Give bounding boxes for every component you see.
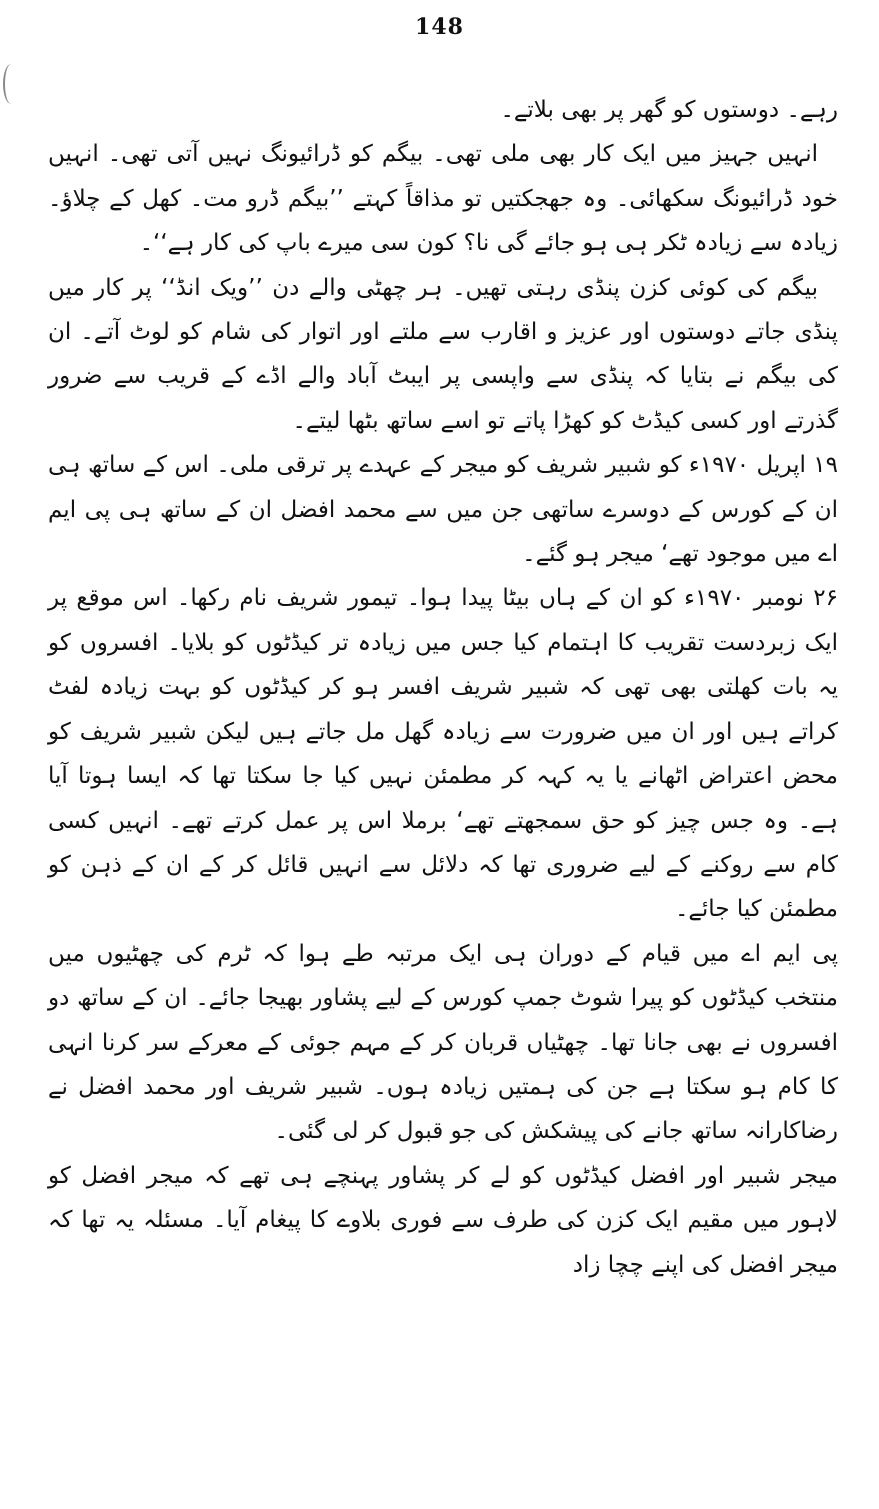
paragraph-2: انہیں جہیز میں ایک کار بھی ملی تھی۔ بیگم کو ڈرائیونگ نہیں آتی تھی۔ انہیں خود ڈرائیونگ سکھائی۔ وہ جھجکتیں تو مذاقاً کہتے ’’بیگم ڈرو مت۔ کھل کے چلاؤ۔ زیادہ سے زیادہ ٹکر ہی ہو جائے گی نا؟ کون سی میرے باپ کی کار ہے‘‘۔ (48, 141, 838, 257)
paragraph-1: رہے۔ دوستوں کو گھر پر بھی بلاتے۔ (500, 97, 838, 123)
paragraph-7: میجر شبیر اور افضل کیڈٹوں کو لے کر پشاور پہنچے ہی تھے کہ میجر افضل کو لاہور میں مقیم ایک کزن کی طرف سے فوری بلاوے کا پیغام آیا۔ مسئلہ یہ تھا کہ میجر افضل کی اپنے چچا زاد (48, 1162, 838, 1278)
paragraph-3: بیگم کی کوئی کزن پنڈی رہتی تھیں۔ ہر چھٹی والے دن ’’ویک انڈ‘‘ پر کار میں پنڈی جاتے دوستوں اور عزیز و اقارب سے ملتے اور اتوار کی شام کو لوٹ آتے۔ ان کی بیگم نے بتایا کہ پنڈی سے واپسی پر ایبٹ آباد والے اڈے کے قریب سے ضرور گذرتے اور کسی کیڈٹ کو کھڑا پاتے تو اسے ساتھ بٹھا لیتے۔ (48, 274, 838, 434)
paragraph-4: ۱۹ اپریل ۱۹۷۰ء کو شبیر شریف کو میجر کے عہدے پر ترقی ملی۔ اس کے ساتھ ہی ان کے کورس کے دوسرے ساتھی جن میں سے محمد افضل ان کے ساتھ ہی پی ایم اے میں موجود تھے‘ میجر ہو گئے۔ (48, 452, 838, 568)
page-number: 148 (415, 14, 464, 40)
paragraph-6: پی ایم اے میں قیام کے دوران ہی ایک مرتبہ طے ہوا کہ ٹرم کی چھٹیوں میں منتخب کیڈٹوں کو پیرا شوٹ جمپ کورس کے لیے پشاور بھیجا جائے۔ ان کے ساتھ دو افسروں نے بھی جانا تھا۔ چھٹیاں قربان کر کے مہم جوئی کے معرکے سر کرنا انہی کا کام ہو سکتا ہے جن کی ہمتیں زیادہ ہوں۔ شبیر شریف اور محمد افضل نے رضاکارانہ ساتھ جانے کی پیشکش کی جو قبول کر لی گئی۔ (48, 940, 838, 1145)
margin-mark (3, 64, 19, 104)
paragraph-5: ۲۶ نومبر ۱۹۷۰ء کو ان کے ہاں بیٹا پیدا ہوا۔ تیمور شریف نام رکھا۔ اس موقع پر ایک زبردست تقریب کا اہتمام کیا جس میں زیادہ تر کیڈٹوں کو بلایا۔ افسروں کو یہ بات کھلتی بھی تھی کہ شبیر شریف افسر ہو کر کیڈٹوں کو بہت زیادہ لفٹ کراتے ہیں اور ان میں ضرورت سے زیادہ گھل مل جاتے ہیں لیکن شبیر شریف کو محض اعتراض اٹھانے یا یہ کہہ کر مطمئن نہیں کیا جا سکتا تھا کہ ایسا ہوتا آیا ہے۔ وہ جس چیز کو حق سمجھتے تھے‘ برملا اس پر عمل کرتے تھے۔ انہیں کسی کام سے روکنے کے لیے ضروری تھا کہ دلائل سے انہیں قائل کر کے ان کے ذہن کو مطمئن کیا جائے۔ (48, 585, 838, 923)
page-body-text (48, 88, 838, 1287)
